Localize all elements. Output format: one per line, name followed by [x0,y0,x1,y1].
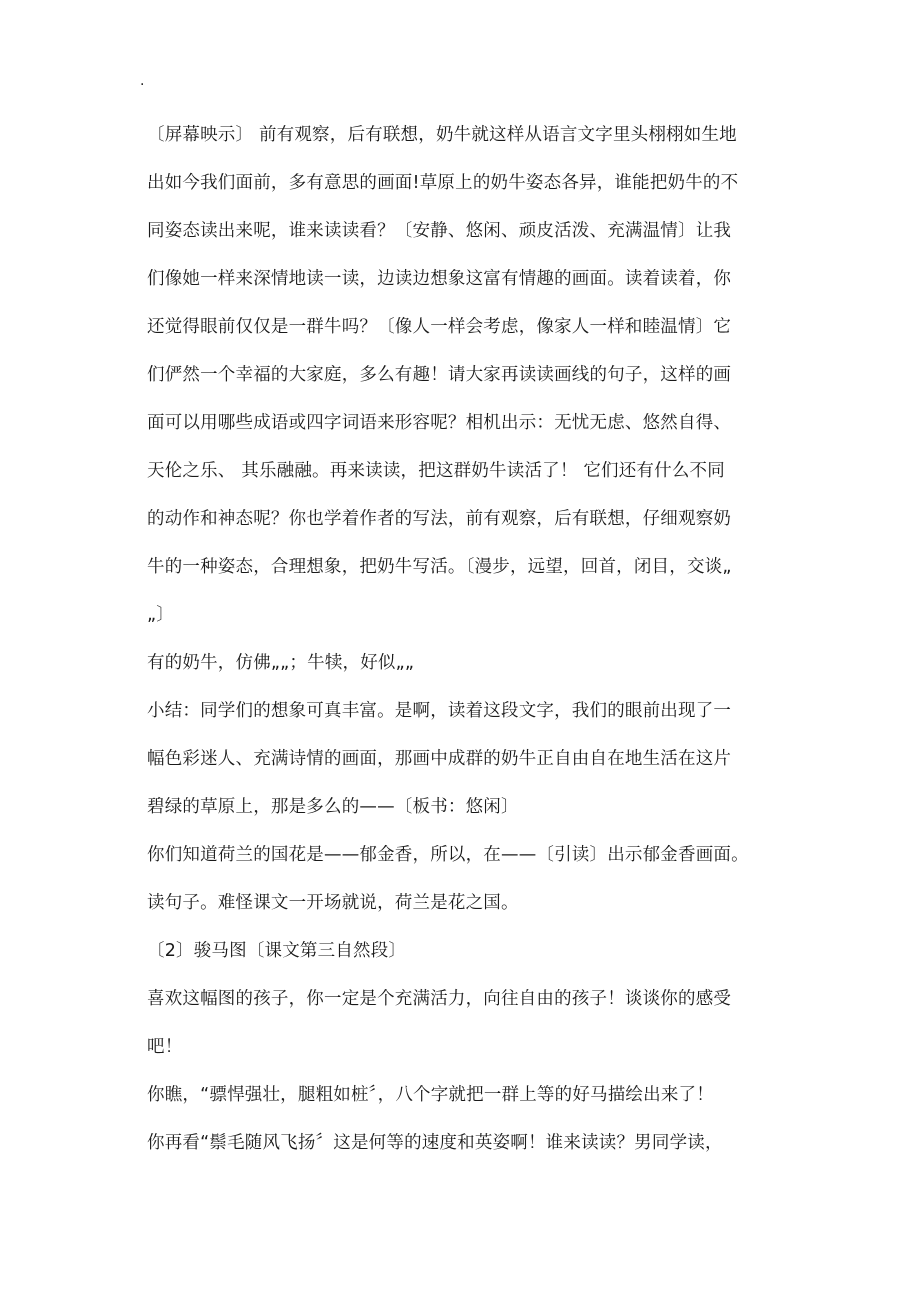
text-line: 你瞧，“骠悍强壮，腿粗如桩〞，八个字就把一群上等的好马描绘出来了！ [147,1085,714,1105]
text-line: 小结：同学们的想象可真丰富。是啊，读着这段文字，我们的眼前出现了一 [147,701,732,721]
text-line: 出如今我们面前，多有意思的画面!草原上的奶牛姿态各异，谁能把奶牛的不 [147,173,739,193]
page-marker: · [140,77,145,93]
text-line: 吧！ [147,1037,183,1057]
text-line: 〔屏幕映示〕 前有观察，后有联想，奶牛就这样从语言文字里头栩栩如生地 [147,125,737,145]
text-line: 牛的一种姿态，合理想象，把奶牛写活。〔漫步，远望，回首，闭目，交谈„ [147,557,732,577]
text-line: 们像她一样来深情地读一读，边读边想象这富有情趣的画面。读着读着，你 [147,269,732,289]
text-line: 喜欢这幅图的孩子，你一定是个充满活力，向往自由的孩子！谈谈你的感受 [147,989,732,1009]
text-line: 面可以用哪些成语或四字词语来形容呢？相机出示：无忧无虑、悠然自得、 [147,413,732,433]
text-line: 的动作和神态呢？你也学着作者的写法，前有观察，后有联想，仔细观察奶 [147,509,732,529]
section-heading: 〔2〕骏马图〔课文第三自然段〕 [147,941,407,961]
text-line: 你再看“鬃毛随风飞扬〞这是何等的速度和英姿啊！谁来读读？男同学读， [147,1133,723,1153]
text-line: 还觉得眼前仅仅是一群牛吗？〔像人一样会考虑，像家人一样和睦温情〕它 [147,317,732,337]
text-line: 天伦之乐、 其乐融融。再来读读，把这群奶牛读活了！ 它们还有什么不同 [147,461,725,481]
text-line: 读句子。难怪课文一开场就说，荷兰是花之国。 [147,893,519,913]
text-line: 你们知道荷兰的国花是——郁金香，所以，在——〔引读〕出示郁金香画面。 [147,845,749,865]
text-line: 有的奶牛，仿佛„„；牛犊，好似„„ [147,653,415,673]
text-line: „〕 [147,605,174,625]
text-line: 幅色彩迷人、充满诗情的画面，那画中成群的奶牛正自由自在地生活在这片 [147,749,732,769]
text-line: 碧绿的草原上，那是多么的——〔板书：悠闲〕 [147,797,519,817]
text-line: 同姿态读出来呢，谁来读读看？〔安静、悠闲、顽皮活泼、充满温情〕让我 [147,221,732,241]
text-line: 们俨然一个幸福的大家庭，多么有趣！请大家再读读画线的句子，这样的画 [147,365,732,385]
